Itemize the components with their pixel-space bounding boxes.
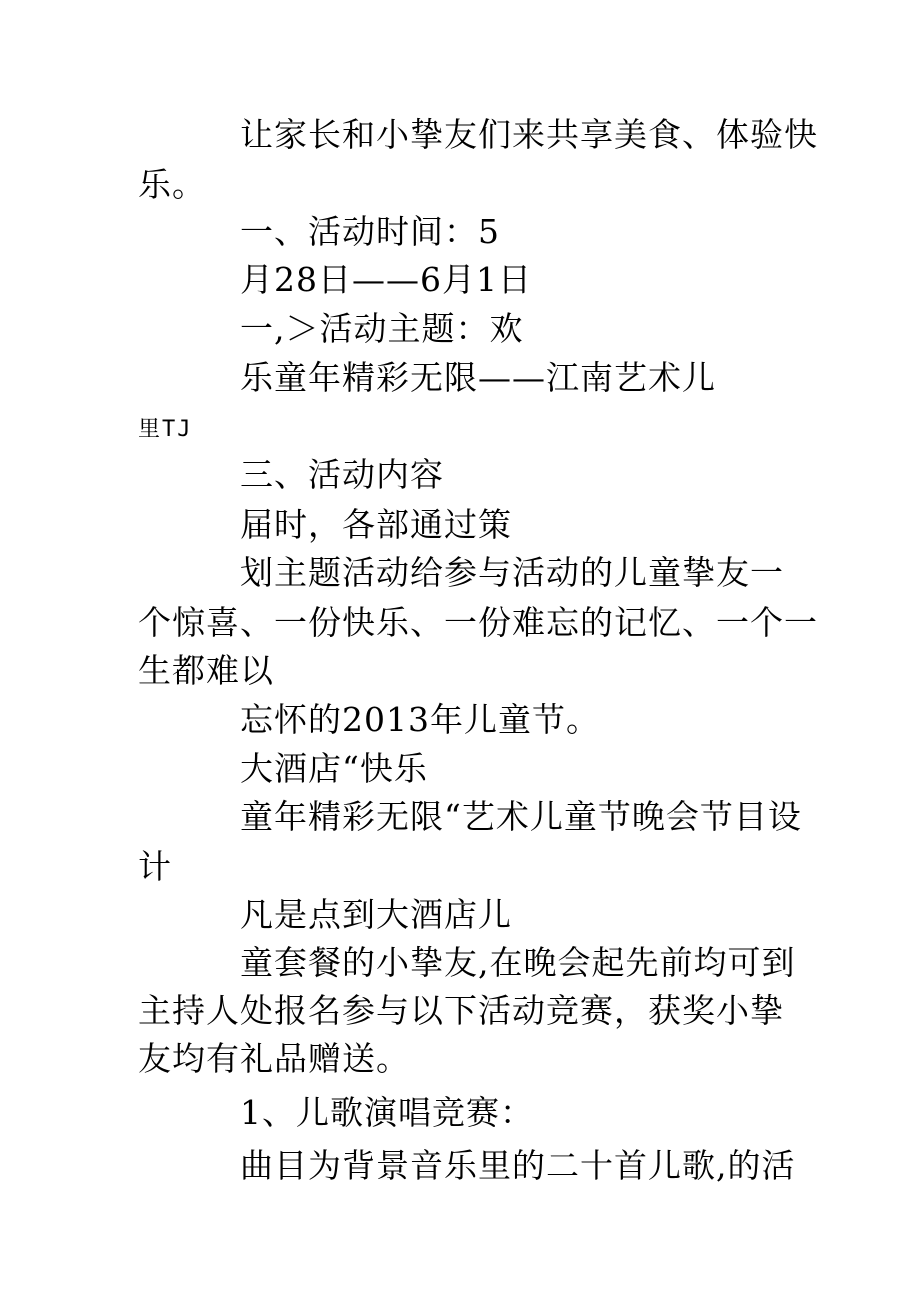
- text-line: 划主题活动给参与活动的儿童挚友一: [240, 553, 784, 592]
- text-line: 月28日——6月1日: [240, 260, 532, 299]
- text-line: 一,＞活动主题：欢: [240, 309, 524, 348]
- text-line: 童套餐的小挚友,在晚会起先前均可到: [240, 943, 796, 982]
- text-line: 凡是点到大酒店儿: [240, 895, 512, 934]
- text-line: 生都难以: [138, 651, 274, 690]
- text-line: 友均有礼品赠送。: [138, 1039, 410, 1078]
- text-line: 曲目为背景音乐里的二十首儿歌,的活: [240, 1146, 796, 1185]
- list-item-heading: 1、儿歌演唱竞赛：: [240, 1093, 534, 1132]
- text-line: 计: [138, 847, 172, 886]
- text-line: 乐童年精彩无限——江南艺术儿: [240, 358, 716, 397]
- text-line: 童年精彩无限“艺术儿童节晚会节目设: [240, 797, 802, 836]
- text-line: 让家长和小挚友们来共享美食、体验快: [240, 115, 818, 154]
- text-line: 大酒店“快乐: [240, 749, 428, 788]
- text-line: 乐。: [138, 165, 206, 204]
- section-heading: 三、活动内容: [240, 455, 444, 494]
- text-line: 一、活动时间：5: [240, 212, 500, 251]
- text-line: 里TJ: [138, 417, 193, 442]
- text-line: 忘怀的2013年儿童节。: [240, 700, 600, 739]
- text-line: 主持人处报名参与以下活动竞赛，获奖小挚: [138, 991, 784, 1030]
- text-line: 届时，各部通过策: [240, 505, 512, 544]
- text-line: 个惊喜、一份快乐、一份难忘的记忆、一个一: [138, 603, 818, 642]
